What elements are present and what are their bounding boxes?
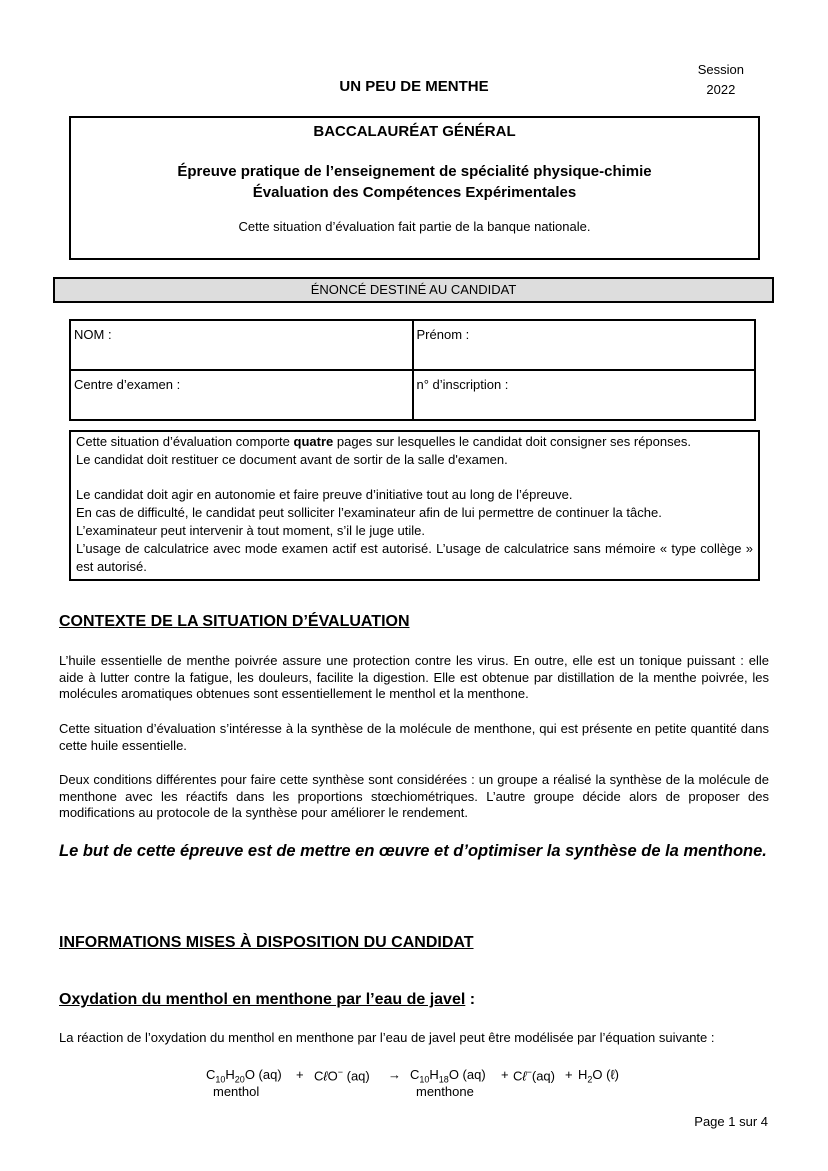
contexte-heading: CONTEXTE DE LA SITUATION D’ÉVALUATION <box>59 613 410 630</box>
goal-statement: Le but de cette épreuve est de mettre en œuvre et d’optimiser la synthèse de la menthone. <box>59 842 767 860</box>
rules-box <box>69 430 760 581</box>
rules-line-pages: Cette situation d’évaluation comporte quatre pages sur lesquelles le candidat doit consigner ses réponses. <box>76 434 691 449</box>
reaction-arrow: → <box>388 1067 401 1082</box>
epreuve-line-2: Évaluation des Compétences Expérimentales <box>252 184 577 201</box>
nom-field[interactable]: NOM : <box>70 320 413 370</box>
oxydation-intro: La réaction de l’oxydation du menthol en menthone par l’eau de javel peut être modélisée par l’équation suivante : <box>59 1030 715 1045</box>
banque-nationale-note: Cette situation d’évaluation fait partie de la banque nationale. <box>238 219 591 234</box>
chloride-formula: Cℓ−(aq) <box>513 1067 555 1084</box>
reaction-equation <box>0 1067 828 1107</box>
centre-examen-field[interactable]: Centre d’examen : <box>70 370 413 420</box>
page-number: Page 1 sur 4 <box>694 1114 768 1129</box>
menthone-label: menthone <box>416 1084 474 1099</box>
bac-title: BACCALAURÉAT GÉNÉRAL <box>313 123 516 140</box>
session-word: Session <box>697 62 744 77</box>
plus-sign-3: + <box>565 1067 573 1082</box>
rules-line-examinateur: L’examinateur peut intervenir à tout moment, s’il le juge utile. <box>76 523 426 538</box>
plus-sign-1: + <box>296 1067 304 1082</box>
oxydation-subheading: Oxydation du menthol en menthone par l’eau de javel : <box>59 991 476 1008</box>
rules-line-difficulte: En cas de difficulté, le candidat peut solliciter l’examinateur afin de lui permettre de continuer la tâche. <box>76 505 662 520</box>
menthol-label: menthol <box>213 1084 260 1099</box>
identity-table <box>69 319 756 421</box>
rules-line-restituer: Le candidat doit restituer ce document avant de sortir de la salle d'examen. <box>76 452 508 467</box>
inscription-field[interactable]: n° d’inscription : <box>413 370 756 420</box>
informations-heading: INFORMATIONS MISES À DISPOSITION DU CANDIDAT <box>59 934 474 951</box>
contexte-paragraph-3: Deux conditions différentes pour faire cette synthèse sont considérées : un groupe a réalisé la synthèse de la molécule de menthone avec les réactifs dans les proportions stœchiométriques. L’autre groupe décide alors de proposer des modifications au protocole de la synthèse pour améliorer le rendement. <box>59 772 769 820</box>
enonce-banner: ÉNONCÉ DESTINÉ AU CANDIDAT <box>53 277 774 303</box>
document-title: UN PEU DE MENTHE <box>339 78 489 95</box>
session-year: 2022 <box>706 82 736 97</box>
contexte-paragraph-1: L’huile essentielle de menthe poivrée assure une protection contre les virus. En outre, elle est un tonique puissant : elle aide à lutter contre la fatigue, les douleurs, facilite la digestion. Elle est obtenue par distillation de la menthe poivrée, les molécules aromatiques obtenues sont essentiellement le menthol et la menthone. <box>59 653 769 701</box>
menthol-formula: $C_{10}H_{20}O$ (aq) <box>206 1067 282 1085</box>
exam-header-box <box>69 116 760 260</box>
epreuve-line-1: Épreuve pratique de l’enseignement de spécialité physique-chimie <box>177 163 652 180</box>
hypochlorite-formula: CℓO− (aq) <box>314 1067 370 1084</box>
water-formula: $H_2O$ (ℓ) <box>578 1067 620 1085</box>
prenom-field[interactable]: Prénom : <box>413 320 756 370</box>
rules-line-autonomie: Le candidat doit agir en autonomie et faire preuve d’initiative tout au long de l’épreuve. <box>76 487 573 502</box>
contexte-paragraph-2: Cette situation d’évaluation s’intéresse à la synthèse de la molécule de menthone, qui est présente en petite quantité dans cette huile essentielle. <box>59 721 769 753</box>
epreuve-title <box>71 161 758 203</box>
rules-line-calculatrice: L’usage de calculatrice avec mode examen actif est autorisé. L’usage de calculatrice sans mémoire « type collège » est autorisé. <box>76 541 753 574</box>
plus-sign-2: + <box>501 1067 509 1082</box>
menthone-formula: $C_{10}H_{18}O$ (aq) <box>410 1067 486 1085</box>
